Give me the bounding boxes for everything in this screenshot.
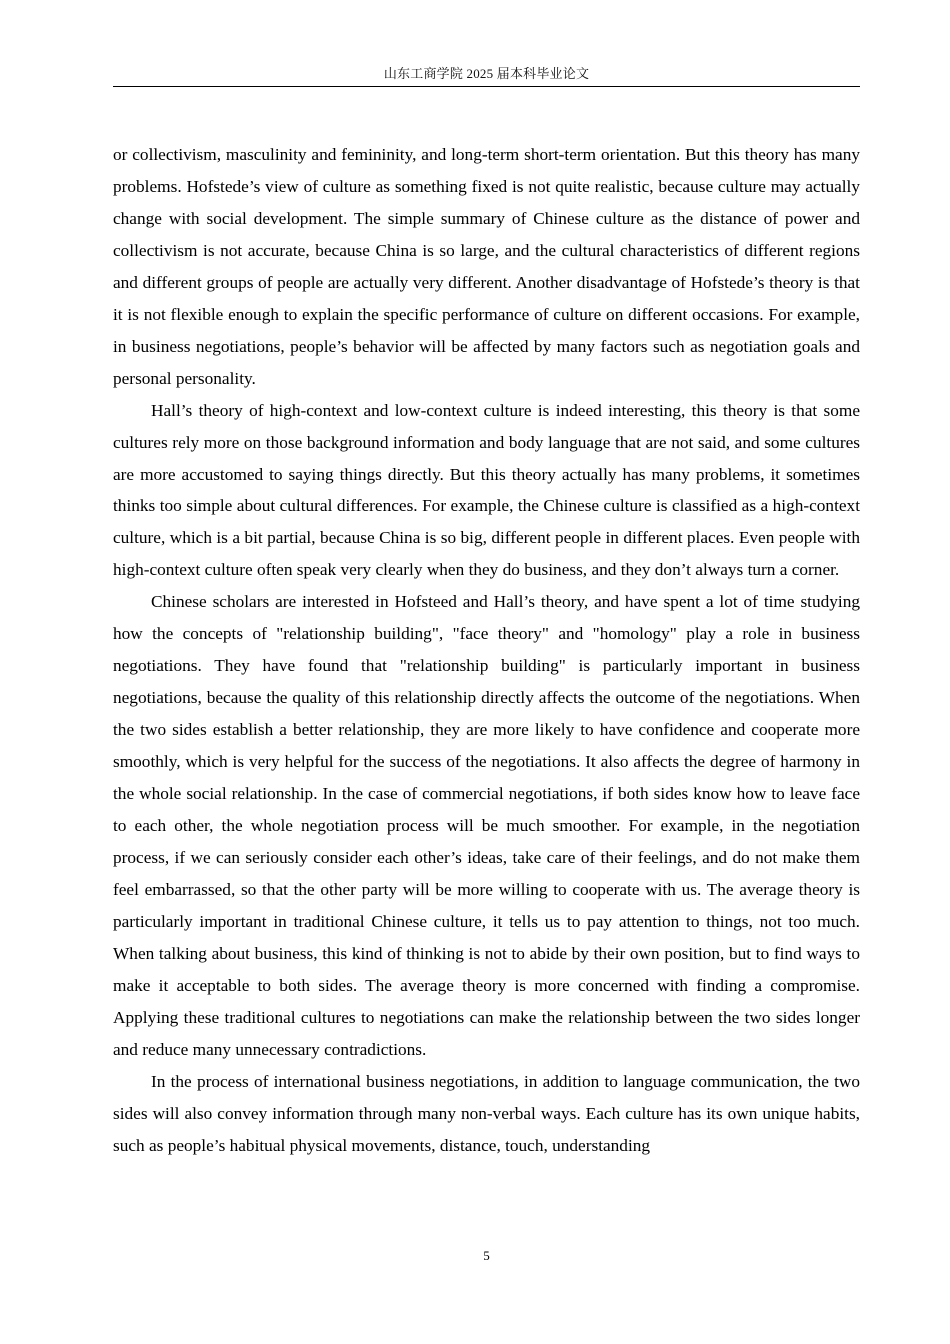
paragraph-chinese-scholars: Chinese scholars are interested in Hofsteed and Hall’s theory, and have spent a lot of time studying how the concepts of "relationship building", "face theory" and "homology" play a role in business negotiations. They have found that "relationship building" is particularly important in business negotiations, because the quality of this relationship directly affects the outcome of the negotiations. When the two sides establish a better relationship, they are more likely to have confidence and cooperate more smoothly, which is very helpful for the success of the negotiations. It also affects the degree of harmony in the whole social relationship. In the case of commercial negotiations, if both sides know how to leave face to each other, the whole negotiation process will be much smoother. For example, in the negotiation process, if we can seriously consider each other’s ideas, take care of their feelings, and do not make them feel embarrassed, so that the other party will be more willing to cooperate with us. The average theory is particularly important in traditional Chinese culture, it tells us to pay attention to things, not too much. When talking about business, this kind of thinking is not to abide by their own position, but to find ways to make it acceptable to both sides. The average theory is more concerned with finding a compromise. Applying these traditional cultures to negotiations can make the relationship between the two sides longer and reduce many unnecessary contradictions. (113, 592, 860, 1059)
page-number: 5 (483, 1248, 490, 1263)
paragraph-non-verbal: In the process of international business negotiations, in addition to language communication, the two sides will also convey information through many non-verbal ways. Each culture has its own unique habits, such as people’s habitual physical movements, distance, touch, understanding (113, 1071, 860, 1155)
body-text (113, 139, 860, 1162)
running-header: 山东工商学院 2025 届本科毕业论文 (383, 66, 590, 81)
paragraph-continued: or collectivism, masculinity and femininity, and long-term short-term orientation. But this theory has many problems. Hofstede’s view of culture as something fixed is not quite realistic, because culture may actually change with social development. The simple summary of Chinese culture as the distance of power and collectivism is not accurate, because China is so large, and the cultural characteristics of different regions and different groups of people are actually very different. Another disadvantage of Hofstede’s theory is that it is not flexible enough to explain the specific performance of culture on different occasions. For example, in business negotiations, people’s behavior will be affected by many factors such as negotiation goals and personal personality. (113, 145, 860, 388)
header-rule (113, 86, 860, 87)
paragraph-hall-theory: Hall’s theory of high-context and low-context culture is indeed interesting, this theory is that some cultures rely more on those background information and body language that are not said, and some cultures are more accustomed to saying things directly. But this theory actually has many problems, it sometimes thinks too simple about cultural differences. For example, the Chinese culture is classified as a high-context culture, which is a bit partial, because China is so big, different people in different places. Even people with high-context culture often speak very clearly when they do business, and they don’t always turn a corner. (113, 400, 860, 580)
